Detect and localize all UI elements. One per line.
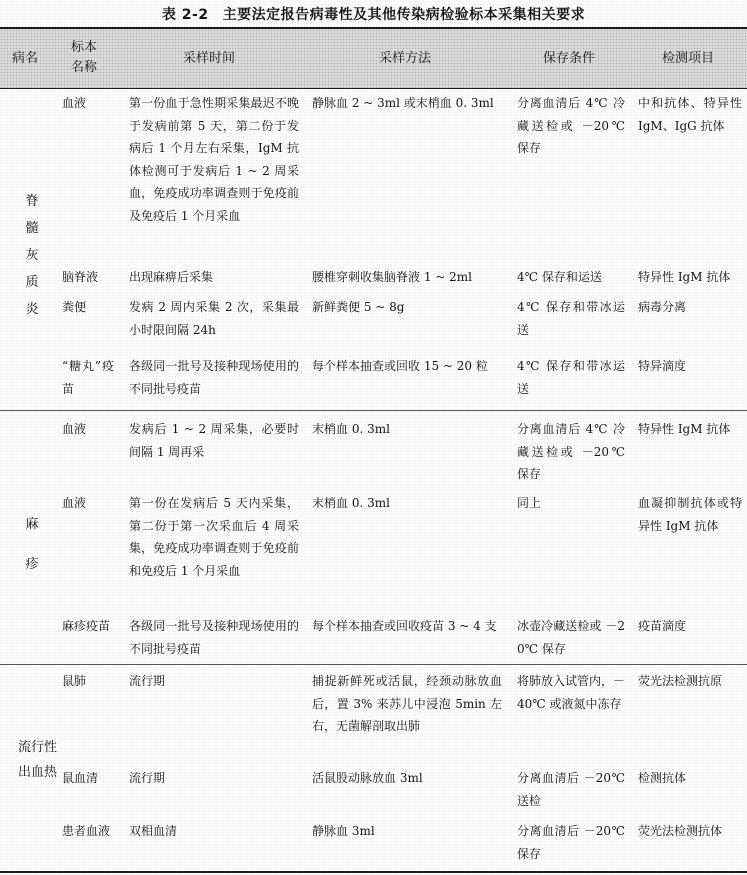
storage-cell: 分离血清后 －20℃ 保存 xyxy=(517,824,625,861)
test-cell: 荧光法检测抗原 xyxy=(638,674,723,688)
test-cell: 特异性 IgM 抗体 xyxy=(638,422,731,436)
specimen-cell: 麻疹疫苗 xyxy=(62,619,111,633)
method-cell: 末梢血 0. 3ml xyxy=(312,422,390,436)
method-cell: 活鼠股动脉放血 3ml xyxy=(312,771,423,785)
test-cell: 检测抗体 xyxy=(638,771,687,785)
method-cell: 末梢血 0. 3ml xyxy=(312,496,390,510)
time-cell: 双相血清 xyxy=(129,824,178,838)
storage-cell: 分离血清后 －20℃ 送检 xyxy=(517,771,625,808)
table-title xyxy=(0,4,747,24)
storage-cell: 4℃ 保存和运送 xyxy=(517,270,602,284)
method-cell: 捕捉新鲜死或活鼠，经颈动脉放血后，置 3% 来苏儿中浸泡 5min 左右，无菌解剖取出肺 xyxy=(312,674,502,733)
test-cell: 特异滴度 xyxy=(638,359,687,373)
header-method: 采样方法 xyxy=(378,51,431,66)
disease-name: 麻疹 xyxy=(25,517,39,572)
test-cell: 病毒分离 xyxy=(638,300,687,314)
specimen-cell: 脑脊液 xyxy=(62,270,99,284)
storage-cell: 4℃ 保存和带冰运送 xyxy=(517,300,625,337)
time-cell: 流行期 xyxy=(129,771,166,785)
table-title-text: 主要法定报告病毒性及其他传染病检验标本采集相关要求 xyxy=(222,7,586,23)
method-cell: 新鲜粪便 5 ~ 8g xyxy=(312,300,405,314)
table-number: 表 2-2 xyxy=(161,7,209,23)
specimen-cell: 鼠肺 xyxy=(62,674,87,688)
test-cell: 特异性 IgM 抗体 xyxy=(638,270,731,284)
time-cell: 各级同一批号及接种现场使用的不同批号疫苗 xyxy=(129,619,299,656)
group-separator xyxy=(0,664,747,665)
time-cell: 第一份血于急性期采集最迟不晚于发病前第 5 天，第二份于发病后 1 个月左右采集，IgM 抗体检测可于发病后 1 ~ 2 周采血，免疫成功率调查则于免疫前及免疫后 1 个月采血 xyxy=(129,96,299,223)
test-cell: 疫苗滴度 xyxy=(638,619,687,633)
specimen-cell: 血液 xyxy=(62,422,87,436)
header-time: 采样时间 xyxy=(182,51,235,66)
storage-cell: 冰壶冷藏送检或 －20℃ 保存 xyxy=(517,619,625,656)
specimen-cell: 患者血液 xyxy=(62,824,111,838)
time-cell: 发病后 1 ~ 2 周采集，必要时间隔 1 周再采 xyxy=(129,422,299,459)
time-cell: 流行期 xyxy=(129,674,166,688)
method-cell: 腰椎穿刺收集脑脊液 1 ~ 2ml xyxy=(312,270,472,284)
header-rule xyxy=(0,88,747,89)
storage-cell: 同上 xyxy=(517,496,542,510)
method-cell: 每个样本抽查或回收 15 ~ 20 粒 xyxy=(312,359,488,373)
header-test: 检测项目 xyxy=(661,51,714,66)
disease-name: 流行性出血热 xyxy=(18,740,58,780)
method-cell: 静脉血 2 ~ 3ml 或末梢血 0. 3ml xyxy=(312,96,494,110)
method-cell: 静脉血 3ml xyxy=(312,824,375,838)
header-storage: 保存条件 xyxy=(542,51,595,66)
time-cell: 发病 2 周内采集 2 次，采集最小时限间隔 24h xyxy=(129,300,299,337)
test-cell: 血凝抑制抗体或特异性 IgM 抗体 xyxy=(638,496,742,533)
method-cell: 每个样本抽查或回收疫苗 3 ~ 4 支 xyxy=(312,619,497,633)
time-cell: 各级同一批号及接种现场使用的不同批号疫苗 xyxy=(129,359,299,396)
specimen-cell: “糖丸”疫苗 xyxy=(62,359,114,396)
storage-cell: 4℃ 保存和带冰运送 xyxy=(517,359,625,396)
test-cell: 荧光法检测抗体 xyxy=(638,824,723,838)
time-cell: 出现麻痹后采集 xyxy=(129,270,214,284)
specimen-cell: 粪便 xyxy=(62,300,87,314)
group-separator xyxy=(0,410,747,411)
table-header xyxy=(0,29,747,88)
header-disease: 病名 xyxy=(11,51,38,66)
time-cell: 第一份在发病后 5 天内采集，第二份于第一次采血后 4 周采集，免疫成功率调查则于免疫前和免疫后 1 个月采血 xyxy=(129,496,299,578)
storage-cell: 分离血清后 4℃ 冷藏送检或 －20℃ 保存 xyxy=(517,96,625,155)
specimen-cell: 血液 xyxy=(62,496,87,510)
header-specimen: 标本 名称 xyxy=(70,40,97,75)
disease-name: 脊髓灰质炎 xyxy=(25,194,39,317)
storage-cell: 将肺放入试管内，－40℃ 或液氮中冻存 xyxy=(517,674,626,711)
specimen-cell: 血液 xyxy=(62,96,87,110)
bottom-rule xyxy=(0,871,747,873)
test-cell: 中和抗体、特异性 IgM、IgG 抗体 xyxy=(638,96,742,133)
storage-cell: 分离血清后 4℃ 冷藏送检或 －20℃ 保存 xyxy=(517,422,625,481)
specimen-cell: 鼠血清 xyxy=(62,771,99,785)
